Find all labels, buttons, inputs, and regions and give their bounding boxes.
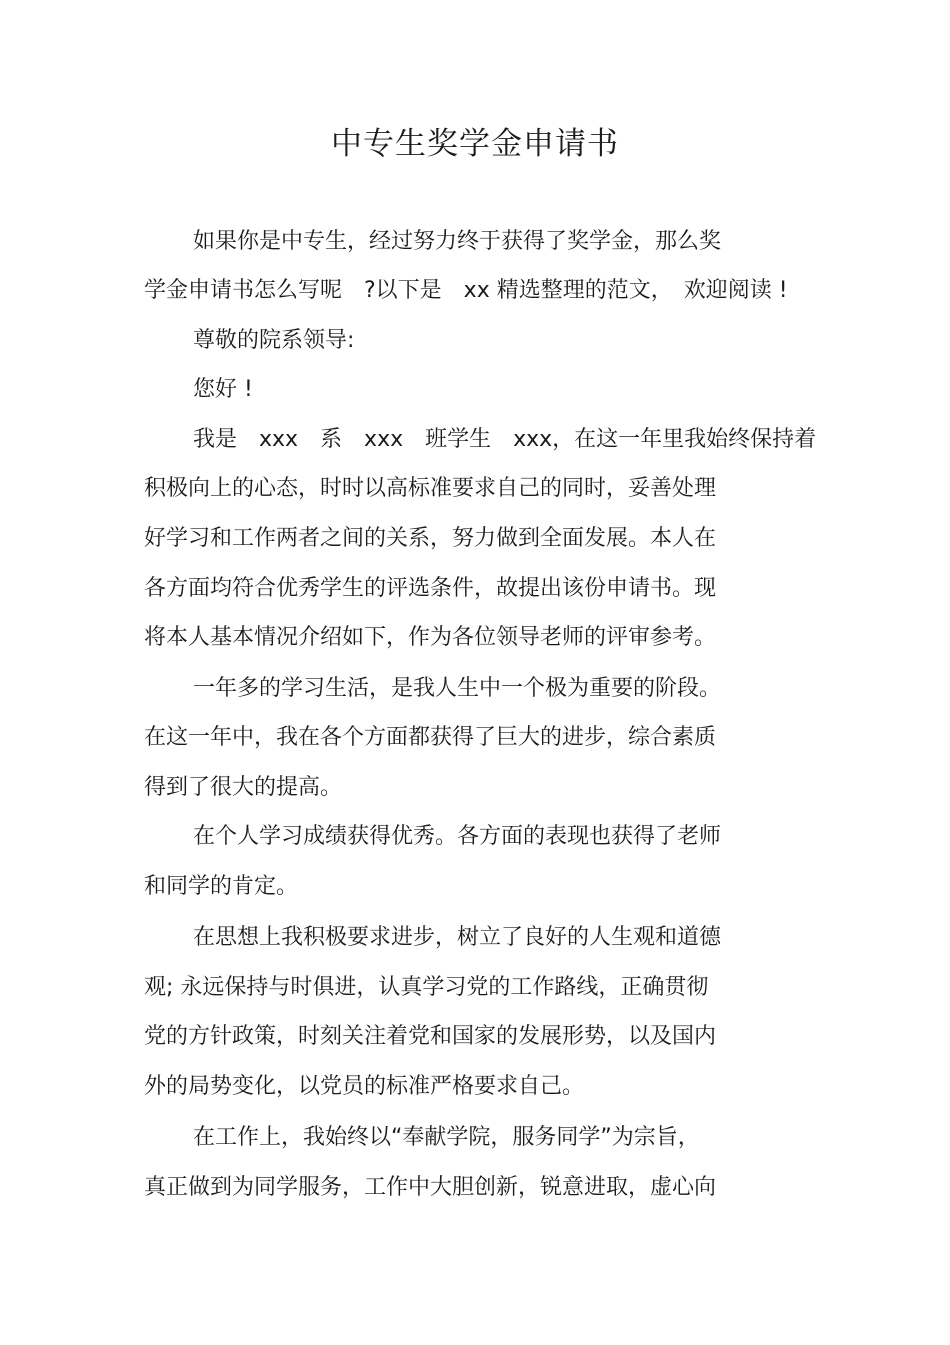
- paragraph-line: 外的局势变化，以党员的标准严格要求自己。: [144, 1074, 585, 1099]
- paragraph-line: 观; 永远保持与时俱进，认真学习党的工作路线，正确贯彻: [144, 975, 709, 1000]
- paragraph-line: 在工作上，我始终以“奉献学院，服务同学”为宗旨，: [193, 1125, 700, 1150]
- paragraph-line: 将本人基本情况介绍如下，作为各位领导老师的评审参考。: [144, 625, 717, 650]
- paragraph-line: 学金申请书怎么写呢 ?以下是 xx 精选整理的范文， 欢迎阅读 !: [144, 278, 788, 303]
- paragraph-line: 在这一年中，我在各个方面都获得了巨大的进步，综合素质: [144, 725, 717, 750]
- paragraph-line: 真正做到为同学服务，工作中大胆创新，锐意进取，虚心向: [144, 1175, 717, 1200]
- paragraph-line: 如果你是中专生，经过努力终于获得了奖学金，那么奖: [193, 229, 722, 254]
- paragraph-line: 在个人学习成绩获得优秀。各方面的表现也获得了老师: [193, 824, 722, 849]
- paragraph-line: 好学习和工作两者之间的关系，努力做到全面发展。本人在: [144, 526, 717, 551]
- paragraph-line: 在思想上我积极要求进步，树立了良好的人生观和道德: [193, 925, 722, 950]
- document-title: 中专生奖学金申请书: [331, 126, 619, 162]
- paragraph-line: 我是 xxx 系 xxx 班学生 xxx，在这一年里我始终保持着: [193, 427, 817, 452]
- paragraph-line: 一年多的学习生活，是我人生中一个极为重要的阶段。: [193, 676, 722, 701]
- greeting-line: 您好 !: [193, 377, 253, 402]
- paragraph-line: 党的方针政策，时刻关注着党和国家的发展形势，以及国内: [144, 1024, 717, 1049]
- paragraph-line: 各方面均符合优秀学生的评选条件，故提出该份申请书。现: [144, 576, 717, 601]
- paragraph-line: 得到了很大的提高。: [144, 775, 343, 800]
- salutation-line: 尊敬的院系领导:: [193, 328, 355, 353]
- paragraph-line: 积极向上的心态，时时以高标准要求自己的同时，妥善处理: [144, 476, 717, 501]
- paragraph-line: 和同学的肯定。: [144, 874, 299, 899]
